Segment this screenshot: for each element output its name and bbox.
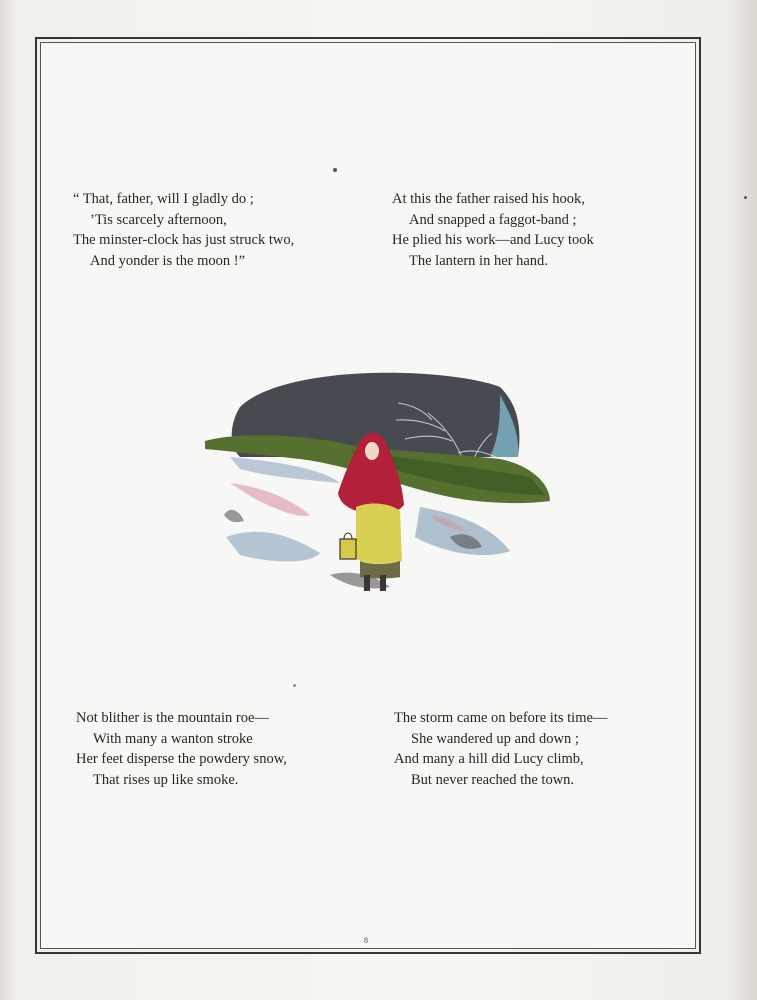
- stanza-3: [76, 708, 287, 790]
- verse-line: Her feet disperse the powdery snow,: [76, 751, 287, 767]
- face: [365, 442, 379, 460]
- verse-line: But never reached the town.: [411, 771, 575, 788]
- verse-line: At this the father raised his hook,: [392, 191, 585, 207]
- verse-line: And yonder is the moon !”: [90, 252, 246, 269]
- page-number: 8: [364, 936, 368, 945]
- stanza-2: [392, 189, 594, 271]
- pink-path: [230, 483, 310, 516]
- ink-speck: [744, 196, 747, 199]
- verse-line: That rises up like smoke.: [93, 771, 239, 788]
- lantern: [340, 539, 356, 559]
- lucy-gray-illustration: [200, 365, 555, 610]
- verse-line: With many a wanton stroke: [93, 730, 253, 747]
- verse-line: ’Tis scarcely afternoon,: [90, 211, 227, 228]
- stanza-4: [394, 708, 607, 790]
- ink-speck: [293, 684, 296, 687]
- verse-line: And snapped a faggot-band ;: [409, 211, 577, 228]
- yellow-skirt: [356, 504, 402, 564]
- verse-line: Not blither is the mountain roe—: [76, 710, 269, 726]
- verse-line: And many a hill did Lucy climb,: [394, 751, 584, 767]
- verse-line: The minster-clock has just struck two,: [73, 232, 295, 248]
- verse-line: The lantern in her hand.: [409, 252, 548, 269]
- verse-line: He plied his work—and Lucy took: [392, 232, 594, 248]
- verse-line: The storm came on before its time—: [394, 710, 608, 726]
- ink-speck: [333, 168, 337, 172]
- stanza-1: [73, 189, 294, 271]
- verse-line: “ That, father, will I gladly do ;: [73, 191, 254, 207]
- verse-line: She wandered up and down ;: [411, 730, 579, 747]
